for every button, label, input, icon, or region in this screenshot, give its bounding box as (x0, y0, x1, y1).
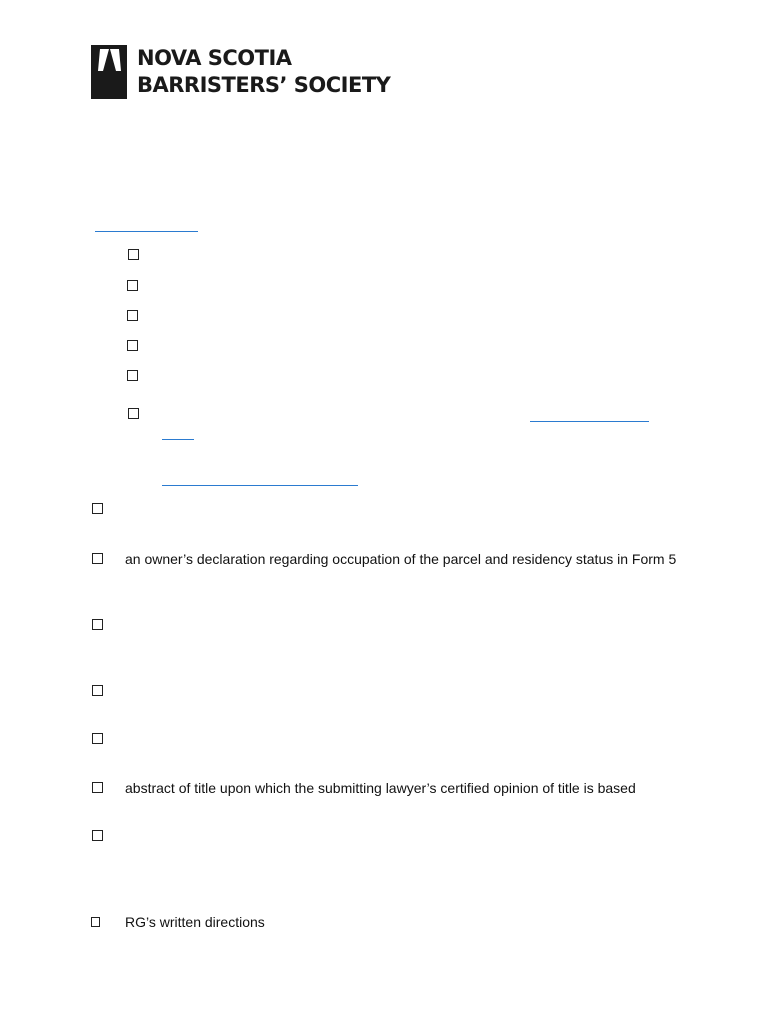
hyperlink-underline[interactable] (95, 231, 198, 232)
checklist-item-rg-directions: RG’s written directions (125, 914, 265, 930)
checkbox[interactable] (92, 830, 103, 841)
checkbox[interactable] (127, 280, 138, 291)
hyperlink-underline[interactable] (162, 485, 358, 486)
checkbox[interactable] (92, 553, 103, 564)
checkbox[interactable] (127, 310, 138, 321)
hyperlink-underline[interactable] (162, 439, 194, 440)
checkbox[interactable] (92, 733, 103, 744)
checkbox[interactable] (127, 370, 138, 381)
checkbox[interactable] (92, 619, 103, 630)
checkbox[interactable] (91, 917, 100, 927)
checkbox[interactable] (92, 685, 103, 696)
hyperlink-underline[interactable] (530, 421, 649, 422)
checkbox[interactable] (127, 340, 138, 351)
checkbox[interactable] (92, 503, 103, 514)
checklist-item-owner-declaration: an owner’s declaration regarding occupation of the parcel and residency status in Form 5 (125, 551, 677, 567)
society-name-line-1: NOVA SCOTIA (137, 46, 292, 70)
checkbox[interactable] (128, 249, 139, 260)
checkbox[interactable] (128, 408, 139, 419)
checklist-item-abstract-of-title: abstract of title upon which the submitting lawyer’s certified opinion of title is based (125, 780, 636, 796)
barristers-bands-logo-icon (91, 45, 127, 99)
society-name-line-2: BARRISTERS’ SOCIETY (137, 73, 391, 97)
society-name (137, 45, 390, 99)
checkbox[interactable] (92, 782, 103, 793)
